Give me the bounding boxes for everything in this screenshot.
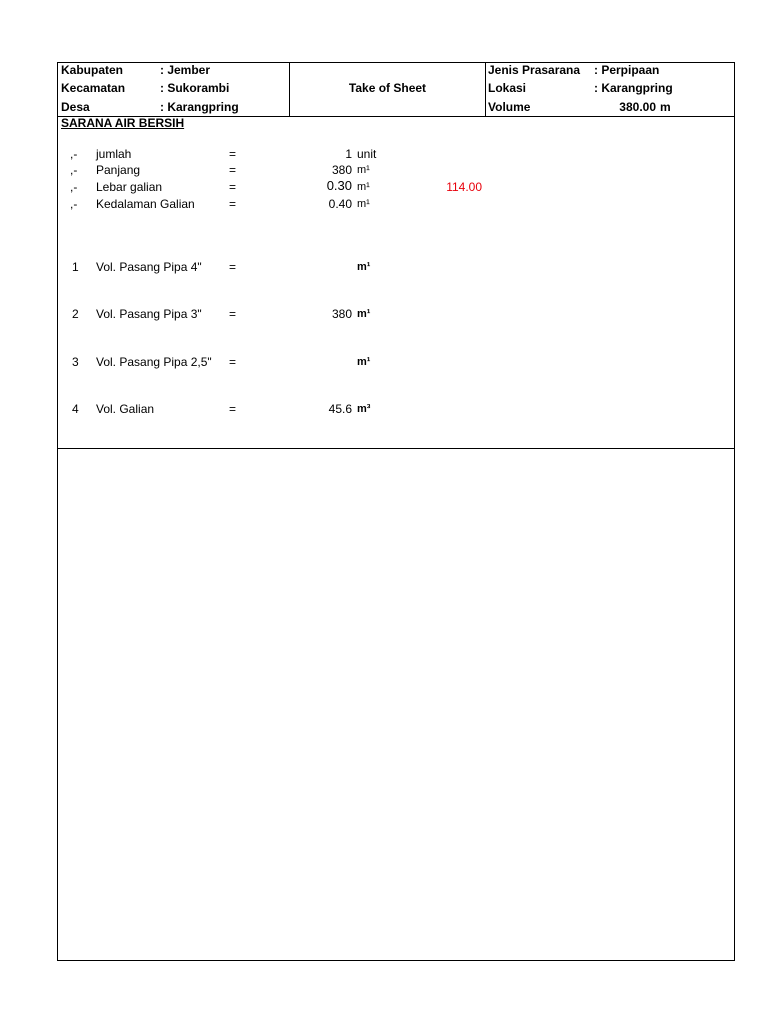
param-bullet: ,- (70, 180, 78, 194)
param-equals: = (229, 197, 237, 211)
desa-value: : Karangpring (160, 100, 239, 114)
param-bullet: ,- (70, 147, 78, 161)
jenis-prasarana-label: Jenis Prasarana (488, 63, 581, 77)
param-label-lebar-galian: Lebar galian (96, 180, 163, 194)
param-equals: = (229, 147, 237, 161)
header-divider-right (485, 62, 486, 117)
param-unit-lebar-galian: m¹ (357, 181, 370, 193)
volume-unit: m (660, 100, 671, 114)
jenis-prasarana-value: : Perpipaan (594, 63, 660, 77)
kabupaten-value: : Jember (160, 63, 211, 77)
item-equals: = (229, 307, 237, 321)
param-label-panjang: Panjang (96, 163, 141, 177)
item-value-galian: 45.6 (328, 402, 352, 416)
desa-label: Desa (61, 100, 90, 114)
param-unit-panjang: m¹ (357, 164, 370, 176)
item-label-pipa-2-5: Vol. Pasang Pipa 2,5" (96, 355, 212, 369)
param-value-lebar-galian: 0.30 (326, 178, 352, 193)
param-equals: = (229, 180, 237, 194)
param-unit-jumlah: unit (357, 147, 377, 161)
param-value-panjang: 380 (331, 163, 352, 177)
param-unit-kedalaman-galian: m¹ (357, 198, 370, 210)
item-label-pipa-4: Vol. Pasang Pipa 4" (96, 260, 202, 274)
lokasi-value: : Karangpring (594, 81, 673, 95)
param-value-jumlah: 1 (345, 147, 352, 161)
item-number: 1 (72, 260, 79, 274)
item-equals: = (229, 355, 237, 369)
param-equals: = (229, 163, 237, 177)
param-bullet: ,- (70, 197, 78, 211)
item-number: 3 (72, 355, 79, 369)
item-number: 4 (72, 402, 79, 416)
item-unit-pipa-2-5: m¹ (357, 356, 371, 368)
kabupaten-label: Kabupaten (61, 63, 124, 77)
volume-label: Volume (488, 100, 531, 114)
section-title: SARANA AIR BERSIH (61, 116, 185, 130)
kecamatan-label: Kecamatan (61, 81, 126, 95)
param-value-kedalaman-galian: 0.40 (328, 197, 352, 211)
item-equals: = (229, 402, 237, 416)
item-unit-pipa-4: m¹ (357, 261, 371, 273)
item-number: 2 (72, 307, 79, 321)
item-unit-pipa-3: m¹ (357, 308, 371, 320)
lokasi-label: Lokasi (488, 81, 527, 95)
item-label-galian: Vol. Galian (96, 402, 155, 416)
param-label-kedalaman-galian: Kedalaman Galian (96, 197, 195, 211)
sheet-frame (57, 448, 735, 961)
param-label-jumlah: jumlah (96, 147, 132, 161)
param-extra-lebar-galian: 114.00 (446, 180, 482, 194)
page-title: Take of Sheet (348, 81, 427, 95)
volume-value: 380.00 (619, 100, 656, 114)
item-unit-galian: m³ (357, 403, 371, 415)
item-value-pipa-3: 380 (331, 307, 352, 321)
item-label-pipa-3: Vol. Pasang Pipa 3" (96, 307, 202, 321)
kecamatan-value: : Sukorambi (160, 81, 230, 95)
param-bullet: ,- (70, 163, 78, 177)
item-equals: = (229, 260, 237, 274)
